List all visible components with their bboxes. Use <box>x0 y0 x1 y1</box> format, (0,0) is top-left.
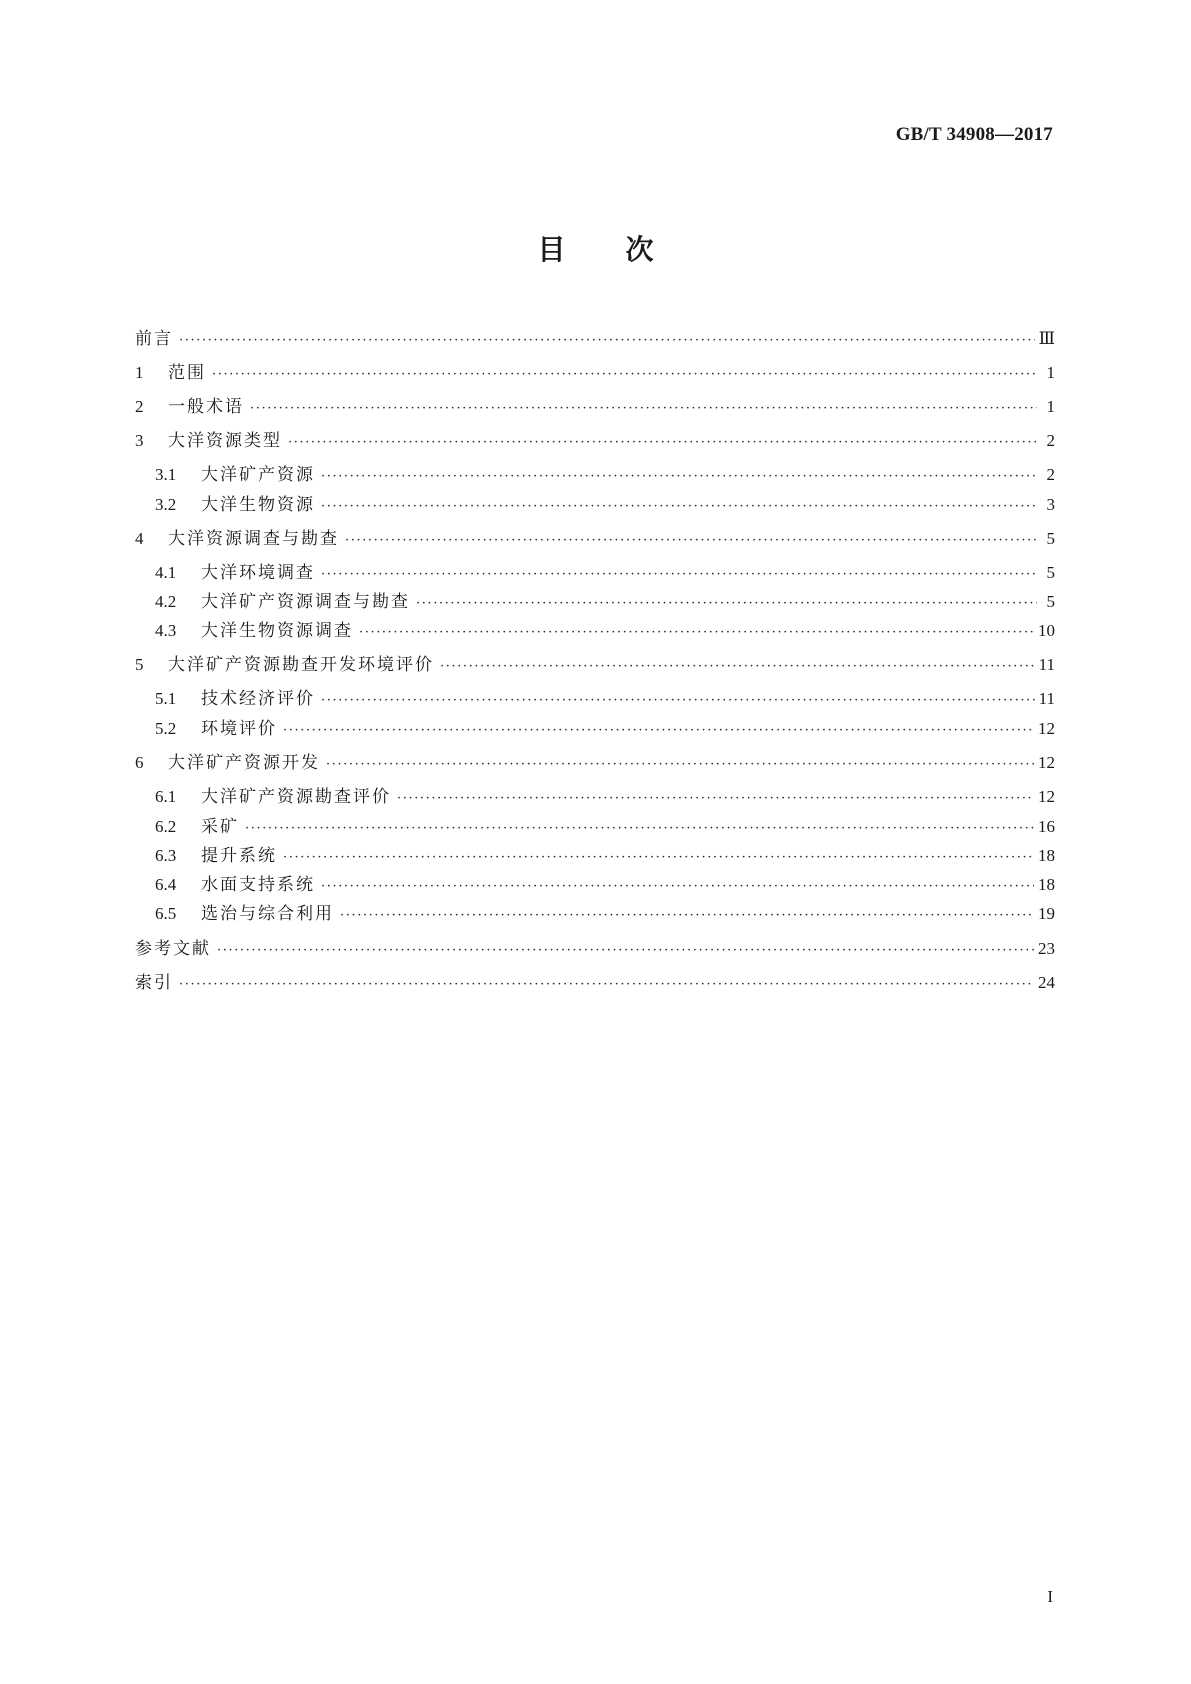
toc-entry-title: 大洋矿产资源调查与勘查 <box>201 592 410 612</box>
toc-entry-number: 3.1 <box>155 465 177 484</box>
toc-entry-title: 一般术语 <box>168 397 244 417</box>
toc-entry-number: 4.3 <box>155 621 177 640</box>
toc-entry[interactable] <box>135 750 1055 776</box>
toc-entry-title: 环境评价 <box>201 719 277 739</box>
toc-entry-title: 水面支持系统 <box>201 875 315 895</box>
toc-entry-page: 2 <box>1046 431 1055 450</box>
toc-entry-title: 大洋资源调查与勘查 <box>168 529 339 549</box>
toc-dot-leader <box>321 874 1034 900</box>
toc-entry-title: 大洋矿产资源勘查开发环境评价 <box>168 655 434 675</box>
toc-entry-title: 技术经济评价 <box>201 689 315 709</box>
toc-entry[interactable] <box>155 492 1055 518</box>
toc-entry-title: 大洋生物资源调查 <box>201 621 353 641</box>
toc-entry[interactable] <box>155 872 1055 898</box>
page-title: 目次 <box>537 233 714 266</box>
toc-entry-page: 12 <box>1038 787 1055 806</box>
toc-dot-leader <box>359 620 1034 646</box>
toc-entry[interactable] <box>135 652 1055 678</box>
toc-dot-leader <box>288 430 1037 456</box>
toc-entry-title: 范围 <box>168 363 206 383</box>
toc-entry[interactable] <box>135 936 1055 962</box>
toc-entry-number: 6.2 <box>155 817 177 836</box>
toc-entry[interactable] <box>155 560 1055 586</box>
toc-dot-leader <box>321 562 1037 588</box>
toc-entry-page: 11 <box>1038 689 1055 708</box>
toc-entry-number: 4.2 <box>155 592 177 611</box>
toc-dot-leader <box>345 528 1037 554</box>
toc-entry-page: 5 <box>1046 529 1055 548</box>
toc-dot-leader <box>397 786 1034 812</box>
toc-entry-number: 5.2 <box>155 719 177 738</box>
toc-entry-title: 大洋生物资源 <box>201 495 315 515</box>
toc-dot-leader <box>250 396 1037 422</box>
toc-dot-leader <box>245 816 1034 842</box>
toc-entry-number: 6.5 <box>155 904 177 923</box>
toc-dot-leader <box>340 903 1034 929</box>
toc-entry-number: 5.1 <box>155 689 177 708</box>
toc-entry-page: 1 <box>1046 363 1055 382</box>
toc-entry[interactable] <box>155 716 1055 742</box>
toc-entry-page: 11 <box>1038 655 1055 674</box>
toc-entry[interactable] <box>155 462 1055 488</box>
toc-entry-page: 12 <box>1038 719 1055 738</box>
toc-entry-page: 5 <box>1046 563 1055 582</box>
toc-entry-title: 前言 <box>135 329 173 349</box>
toc-dot-leader <box>179 328 1035 354</box>
toc-entry-number: 5 <box>135 655 144 674</box>
toc-dot-leader <box>283 718 1034 744</box>
toc-entry-title: 提升系统 <box>201 846 277 866</box>
toc-entry-number: 6.4 <box>155 875 177 894</box>
toc-entry[interactable] <box>135 394 1055 420</box>
toc-dot-leader <box>283 845 1034 871</box>
toc-entry-number: 6.3 <box>155 846 177 865</box>
toc-entry-page: 18 <box>1038 846 1055 865</box>
toc-entry-title: 大洋资源类型 <box>168 431 282 451</box>
toc-entry-number: 3.2 <box>155 495 177 514</box>
toc-dot-leader <box>321 494 1037 520</box>
toc-dot-leader <box>416 591 1037 617</box>
toc-entry-page: 2 <box>1046 465 1055 484</box>
toc-entry-page: 12 <box>1038 753 1055 772</box>
toc-entry-page: 24 <box>1038 973 1055 992</box>
toc-entry-title: 大洋矿产资源勘查评价 <box>201 787 391 807</box>
toc-dot-leader <box>321 464 1037 490</box>
toc-dot-leader <box>321 688 1035 714</box>
toc-entry-title: 参考文献 <box>135 939 211 959</box>
toc-entry[interactable] <box>135 326 1055 352</box>
toc-entry-page: 5 <box>1046 592 1055 611</box>
toc-entry-page: 1 <box>1046 397 1055 416</box>
standard-code: GB/T 34908—2017 <box>895 124 1053 145</box>
toc-dot-leader <box>326 752 1034 778</box>
toc-entry[interactable] <box>155 784 1055 810</box>
toc-dot-leader <box>212 362 1037 388</box>
toc-entry-number: 6 <box>135 753 144 772</box>
toc-entry-title: 索引 <box>135 973 173 993</box>
toc-entry[interactable] <box>135 526 1055 552</box>
toc-entry[interactable] <box>155 589 1055 615</box>
toc-entry-page: 3 <box>1046 495 1055 514</box>
toc-entry-title: 大洋环境调查 <box>201 563 315 583</box>
toc-entry[interactable] <box>135 970 1055 996</box>
toc-entry-page: 16 <box>1038 817 1055 836</box>
toc-dot-leader <box>217 938 1034 964</box>
toc-entry-page: Ⅲ <box>1038 329 1055 348</box>
toc-entry-number: 2 <box>135 397 144 416</box>
toc-entry-number: 3 <box>135 431 144 450</box>
toc-entry-page: 19 <box>1038 904 1055 923</box>
toc-entry-title: 大洋矿产资源开发 <box>168 753 320 773</box>
toc-dot-leader <box>440 654 1035 680</box>
page-number: I <box>1047 1587 1053 1606</box>
toc-entry-number: 4.1 <box>155 563 177 582</box>
toc-entry[interactable] <box>155 814 1055 840</box>
toc-entry-number: 6.1 <box>155 787 177 806</box>
toc-entry[interactable] <box>155 618 1055 644</box>
toc-entry-title: 大洋矿产资源 <box>201 465 315 485</box>
toc-entry[interactable] <box>135 360 1055 386</box>
toc-entry-number: 1 <box>135 363 144 382</box>
toc-entry-page: 18 <box>1038 875 1055 894</box>
toc-entry[interactable] <box>135 428 1055 454</box>
toc-entry[interactable] <box>155 686 1055 712</box>
toc-dot-leader <box>179 972 1034 998</box>
toc-entry[interactable] <box>155 843 1055 869</box>
toc-entry-page: 10 <box>1038 621 1055 640</box>
toc-entry-page: 23 <box>1038 939 1055 958</box>
toc-entry[interactable] <box>155 901 1055 927</box>
toc-entry-title: 采矿 <box>201 817 239 837</box>
toc-entry-title: 选治与综合利用 <box>201 904 334 924</box>
toc-entry-number: 4 <box>135 529 144 548</box>
